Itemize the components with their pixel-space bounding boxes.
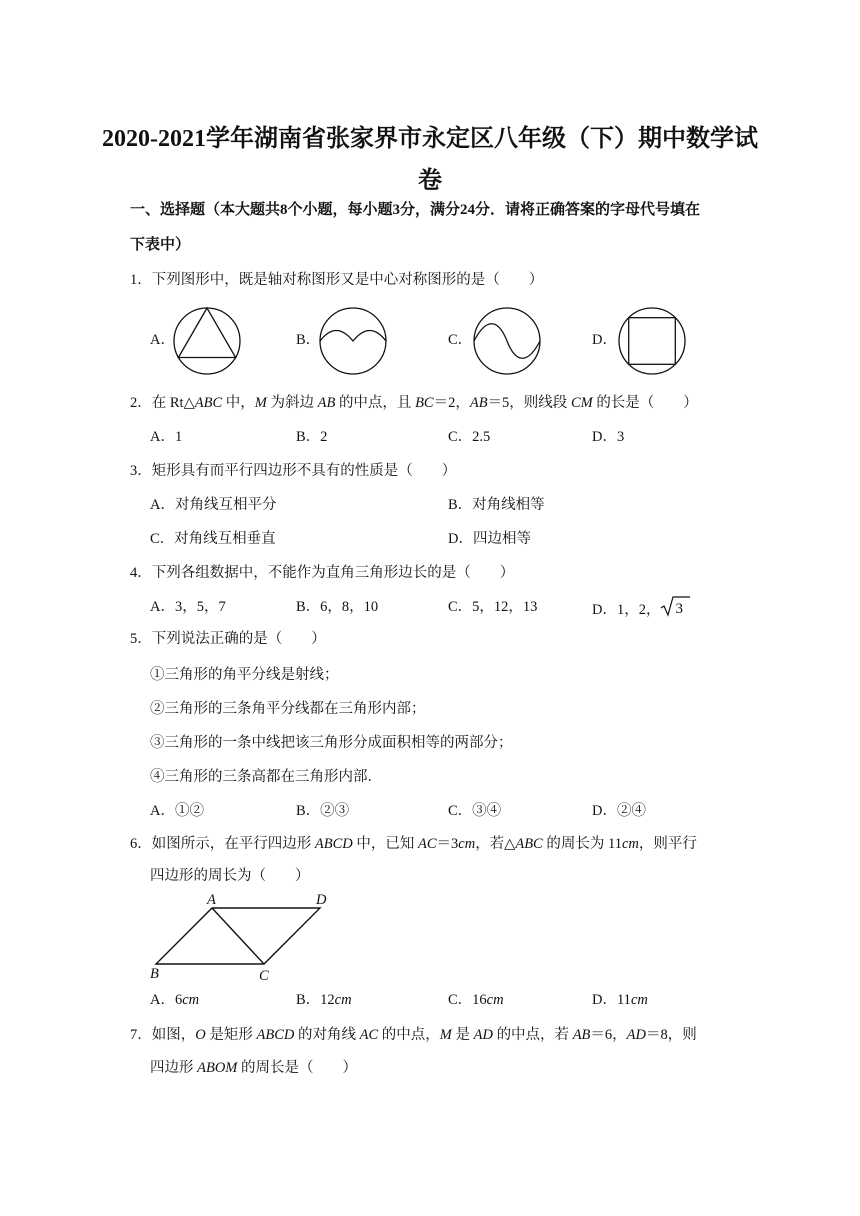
q6-option-a [150, 990, 199, 1010]
q2-text: 的中点，且 [335, 395, 416, 411]
q7-var-abcd: ABCD [256, 1027, 295, 1043]
q7-text: 的中点， [378, 1027, 440, 1043]
q6-text: 的周长为 11 [542, 836, 622, 852]
q4-sqrt-radicand: 3 [675, 601, 683, 617]
q4-stem: 4．下列各组数据中，不能作为直角三角形边长的是（ ） [130, 565, 515, 581]
q7-stem-line1 [130, 1025, 697, 1045]
exam-title-line1: 2020-2021学年湖南省张家界市永定区八年级（下）期中数学试 [102, 126, 758, 152]
q1-option-c-label: C． [448, 332, 473, 348]
q2-var-abc: ABC [194, 395, 223, 411]
q6-label-c: C [259, 968, 269, 984]
q7-text: 的中点，若 [492, 1027, 573, 1043]
q7-stem-line2 [150, 1058, 357, 1078]
q2-option-d: D．3 [592, 429, 625, 445]
q5-option-b: B．②③ [296, 803, 350, 819]
q3-stem: 3．矩形具有而平行四边形不具有的性质是（ ） [130, 463, 457, 479]
q4-option-d [592, 597, 690, 620]
section-header-line2: 下表中） [130, 237, 191, 253]
q4-option-d-text: D．1，2， [592, 602, 661, 618]
q1-figure-c-circle-wave [472, 306, 542, 376]
q6-unit: cm [182, 992, 200, 1008]
q7-text: ＝8，则 [646, 1027, 697, 1043]
q7-var-m: M [439, 1027, 452, 1043]
q6-option-d [592, 990, 648, 1010]
q1-figure-a-circle-triangle [172, 306, 242, 376]
q2-text: 为斜边 [266, 395, 318, 411]
q7-var-ab: AB [572, 1027, 591, 1043]
q5-option-c: C．③④ [448, 803, 502, 819]
q6-unit: cm [630, 992, 648, 1008]
exam-title-line2: 卷 [418, 168, 442, 194]
q7-var-ad: AD [473, 1027, 493, 1043]
q6-stem-line2: 四边形的周长为（ ） [150, 868, 310, 884]
q2-text: ＝2， [433, 395, 470, 411]
q5-statement-1: ①三角形的角平分线是射线； [150, 667, 339, 683]
q3-option-d: D．四边相等 [448, 531, 531, 547]
q6-text: 中，已知 [352, 836, 418, 852]
q2-var-ab: AB [469, 395, 488, 411]
q6-text: ，若△ [475, 836, 516, 852]
q6-var-abcd: ABCD [314, 836, 353, 852]
q6-unit: cm [486, 992, 504, 1008]
q5-statement-2: ②三角形的三条角平分线都在三角形内部； [150, 701, 426, 717]
q7-var-ad: AD [626, 1027, 646, 1043]
q7-var-abom: ABOM [197, 1060, 238, 1076]
q6-stem-line1 [130, 834, 697, 854]
q1-stem: 1．下列图形中，既是轴对称图形又是中心对称图形的是（ ） [130, 272, 544, 288]
q7-text: 是矩形 [205, 1027, 257, 1043]
q1-figure-d-circle-square [617, 306, 687, 376]
q3-option-a: A．对角线互相平分 [150, 497, 277, 513]
q5-statement-4: ④三角形的三条高都在三角形内部． [150, 769, 382, 785]
q6-text: 6．如图所示，在平行四边形 [130, 836, 315, 852]
q2-text: 的长是（ ） [592, 395, 698, 411]
q6-text: ，则平行 [638, 836, 697, 852]
q1-option-b-label: B． [296, 332, 321, 348]
q6-option-d-value: D．11 [592, 992, 631, 1008]
q7-text: 四边形 [150, 1060, 198, 1076]
q6-label-d: D [316, 892, 327, 908]
q6-label-b: B [150, 966, 159, 982]
q4-option-c: C．5，12，13 [448, 599, 538, 615]
q6-var-abc: ABC [515, 836, 543, 852]
q4-option-b: B．6，8，10 [296, 599, 379, 615]
q1-option-d-label: D． [592, 332, 617, 348]
q1-option-a-label: A． [150, 332, 175, 348]
q5-option-d: D．②④ [592, 803, 646, 819]
sqrt-icon [660, 597, 690, 617]
q2-var-m: M [254, 395, 267, 411]
q6-option-c [448, 990, 504, 1010]
q5-statement-3: ③三角形的一条中线把该三角形分成面积相等的两部分； [150, 735, 513, 751]
q6-unit: cm [458, 836, 476, 852]
q6-option-a-value: A．6 [150, 992, 183, 1008]
q6-label-a: A [207, 892, 216, 908]
q3-option-b: B．对角线相等 [448, 497, 545, 513]
q2-var-bc: BC [415, 395, 434, 411]
q7-text: 7．如图， [130, 1027, 196, 1043]
q5-stem: 5．下列说法正确的是（ ） [130, 631, 326, 647]
q2-var-cm: CM [570, 395, 593, 411]
q6-var-ac: AC [417, 836, 437, 852]
q7-var-ac: AC [359, 1027, 379, 1043]
q2-option-c: C．2.5 [448, 429, 491, 445]
q7-text: 的周长是（ ） [237, 1060, 358, 1076]
q6-unit: cm [621, 836, 639, 852]
q6-option-c-value: C．16 [448, 992, 487, 1008]
q6-option-b-value: B．12 [296, 992, 335, 1008]
q2-option-b: B．2 [296, 429, 328, 445]
q3-option-c: C．对角线互相垂直 [150, 531, 276, 547]
q2-var-ab: AB [317, 395, 336, 411]
q5-option-a: A．①② [150, 803, 204, 819]
q1-figure-b-circle-arcs [318, 306, 388, 376]
q6-text: ＝3 [436, 836, 459, 852]
q2-option-a: A．1 [150, 429, 183, 445]
q7-text: ＝6， [590, 1027, 627, 1043]
section-header-line1: 一、选择题（本大题共8个小题，每小题3分，满分24分．请将正确答案的字母代号填在 [130, 202, 701, 218]
q7-text: 的对角线 [294, 1027, 360, 1043]
q7-text: 是 [451, 1027, 474, 1043]
q2-stem [130, 393, 698, 413]
q6-option-b [296, 990, 352, 1010]
q2-text: 2．在 Rt△ [130, 395, 195, 411]
q2-text: 中， [222, 395, 255, 411]
q4-option-a: A．3，5，7 [150, 599, 226, 615]
q2-text: ＝5，则线段 [487, 395, 571, 411]
q6-unit: cm [334, 992, 352, 1008]
q7-var-o: O [195, 1027, 206, 1043]
